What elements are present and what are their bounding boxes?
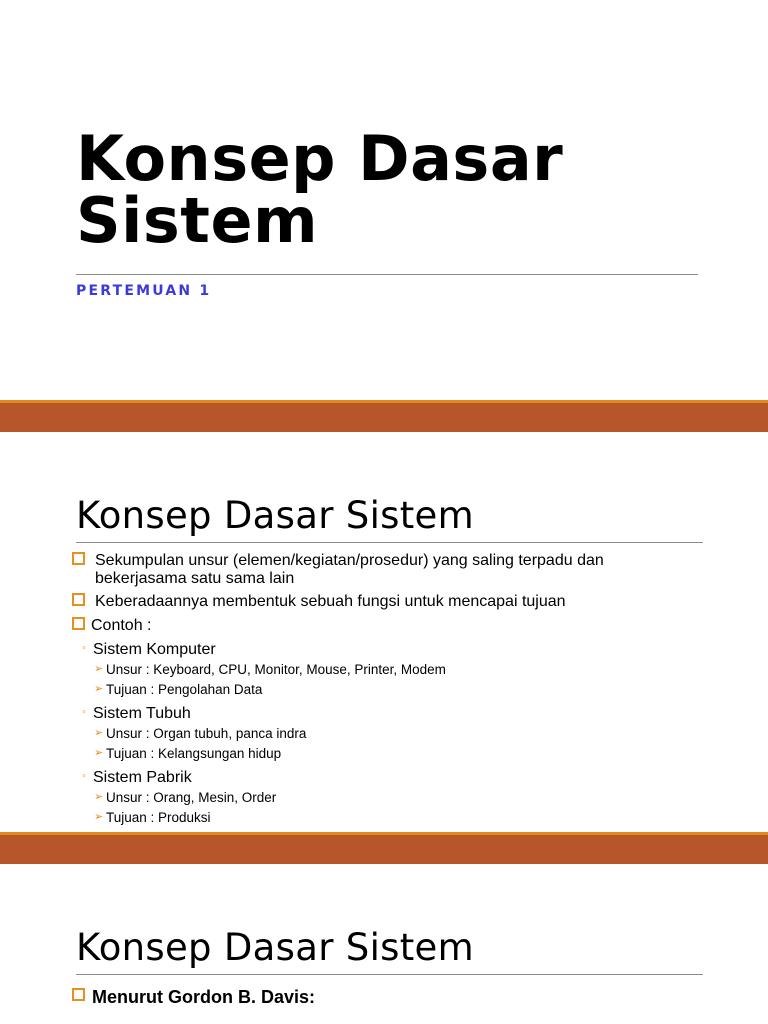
- slide-title-heading: [76, 122, 564, 257]
- bullet-text: Keberadaannya membentuk sebuah fungsi untuk mencapai tujuan: [95, 593, 566, 610]
- example-name: Sistem Komputer: [93, 641, 216, 658]
- detail-text: Tujuan : Pengolahan Data: [106, 682, 263, 697]
- separator-highlight: [0, 832, 768, 835]
- slide-content: [0, 864, 768, 1024]
- heading-divider: [76, 542, 703, 543]
- slide-heading: Konsep Dasar Sistem: [76, 926, 474, 969]
- detail-text: Unsur : Organ tubuh, panca indra: [106, 726, 307, 741]
- slide-separator: [0, 400, 768, 432]
- separator-highlight: [0, 400, 768, 403]
- bullet-text: Contoh :: [91, 617, 152, 634]
- bullet-text: bekerjasama satu sama lain: [95, 570, 295, 587]
- slide-title: [0, 0, 768, 400]
- example-name: Sistem Pabrik: [93, 769, 192, 786]
- arrow-bullet-icon: ➢: [94, 747, 104, 759]
- example-name: Sistem Tubuh: [93, 705, 191, 722]
- arrow-bullet-icon: ➢: [94, 663, 104, 675]
- checkbox-bullet-icon: [72, 617, 85, 630]
- bullet-text: Menurut Gordon B. Davis:: [92, 987, 316, 1007]
- slide-content: [0, 432, 768, 832]
- title-line-1: Konsep Dasar: [76, 122, 564, 195]
- heading-divider: [76, 974, 703, 975]
- detail-text: Unsur : Orang, Mesin, Order: [106, 790, 277, 805]
- checkbox-bullet-icon: [72, 552, 85, 565]
- circle-bullet-icon: ◦: [82, 770, 86, 782]
- circle-bullet-icon: ◦: [82, 642, 86, 654]
- arrow-bullet-icon: ➢: [94, 683, 104, 695]
- checkbox-bullet-icon: [72, 988, 85, 1001]
- detail-text: Tujuan : Produksi: [106, 810, 211, 825]
- arrow-bullet-icon: ➢: [94, 791, 104, 803]
- circle-bullet-icon: ◦: [82, 706, 86, 718]
- arrow-bullet-icon: ➢: [94, 811, 104, 823]
- checkbox-bullet-icon: [72, 593, 85, 606]
- arrow-bullet-icon: ➢: [94, 727, 104, 739]
- detail-text: Unsur : Keyboard, CPU, Monitor, Mouse, Printer, Modem: [106, 662, 446, 677]
- bullet-text: Sekumpulan unsur (elemen/kegiatan/prosedur) yang saling terpadu dan: [95, 552, 604, 569]
- slide-heading: Konsep Dasar Sistem: [76, 494, 474, 537]
- slide-separator: [0, 832, 768, 864]
- detail-text: Tujuan : Kelangsungan hidup: [106, 746, 282, 761]
- slide-subtitle: PERTEMUAN 1: [76, 283, 212, 299]
- title-divider: [76, 274, 698, 275]
- title-line-2: Sistem: [76, 184, 319, 257]
